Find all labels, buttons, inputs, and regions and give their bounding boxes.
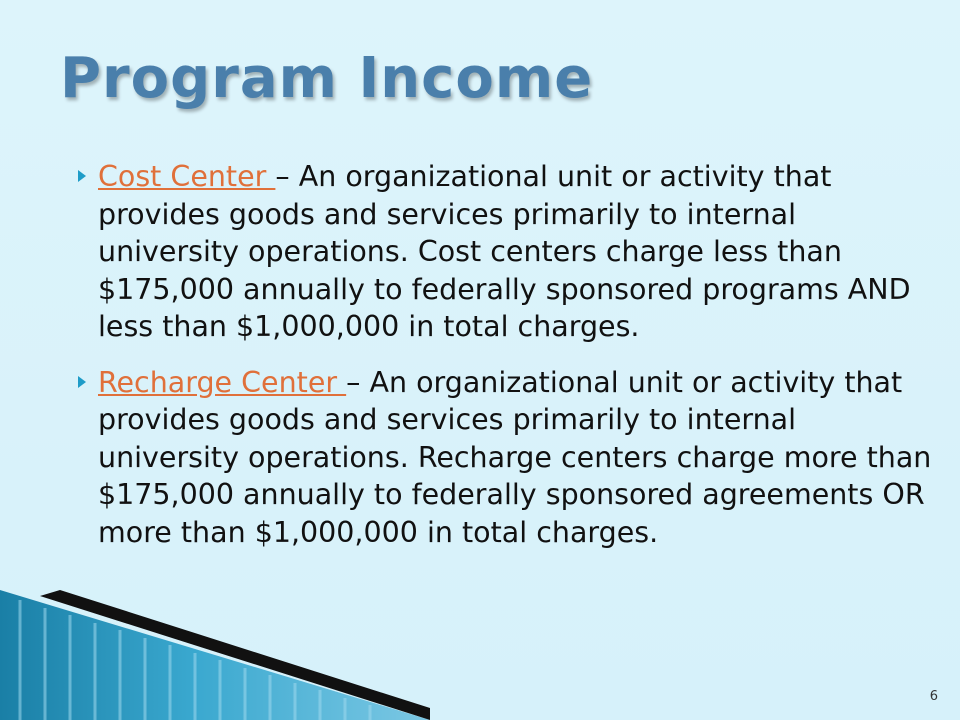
bullet-item-recharge-center [72, 364, 932, 552]
bullet-text-before: An organizational unit or activity that provides goods and services primarily to internal university operations. Cost centers charge [98, 160, 832, 268]
recharge-center-link[interactable]: Recharge Center [98, 365, 347, 399]
bullet-text-after: than $175,000 annually to federally sponsored programs AND less than $1,000,000 in total charges. [98, 235, 911, 343]
page-number: 6 [929, 689, 938, 704]
cost-center-link[interactable]: Cost Center [98, 160, 276, 193]
slide-content [72, 158, 932, 569]
bullet-text-after: than $175,000 annually to federally sponsored agreements OR more than $1,000,000 in total charges. [98, 440, 932, 549]
bullet-separator: – [346, 365, 370, 399]
bullet-separator: – [275, 160, 299, 193]
slide-title: Program Income [60, 46, 594, 111]
bullet-emphasis: more [783, 440, 858, 474]
corner-decoration [0, 590, 430, 720]
bullet-text-before: An organizational unit or activity that provides goods and services primarily to internal university operations. Recharge centers charge [98, 365, 903, 474]
triangle-right-icon [78, 170, 86, 182]
bullet-emphasis: less [712, 235, 769, 268]
triangle-right-icon [78, 376, 86, 388]
bullet-item-cost-center [72, 158, 932, 346]
